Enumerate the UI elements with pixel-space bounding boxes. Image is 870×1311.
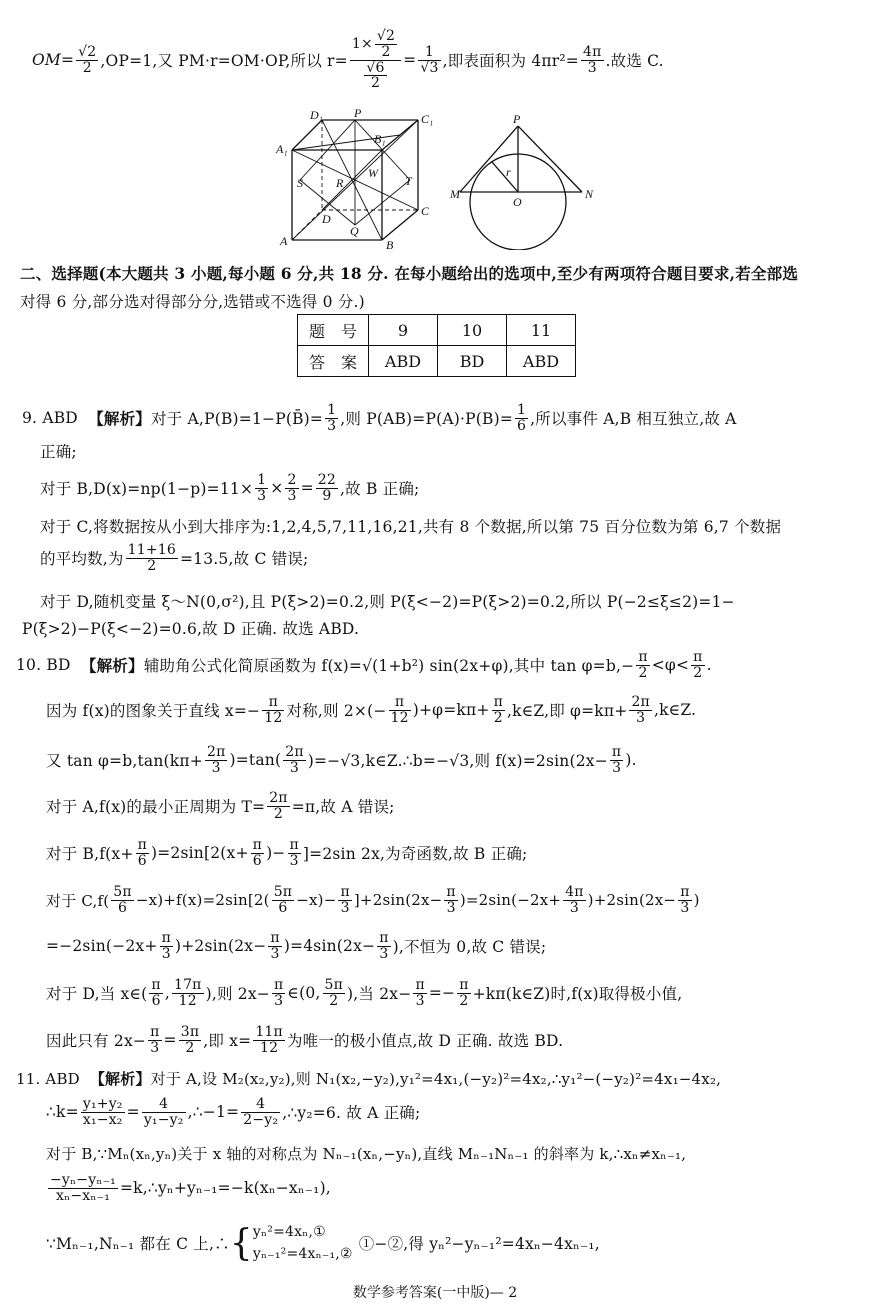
frac-r: 1× $\frac{√2}{2}$ $\frac{√6}{2}$ xyxy=(350,29,401,91)
frac-area: $\frac{4\pi}{3}$ xyxy=(582,43,602,76)
text-op: ,OP=1,又 PM·r=OM·OP,所以 r= xyxy=(100,52,348,70)
cube-label: A₁ xyxy=(276,142,288,156)
table-cell: BD xyxy=(438,346,507,377)
text-om: OM= xyxy=(32,51,75,69)
answer-table xyxy=(297,314,576,377)
q10-line7: =−2sin(−2x+ $\frac{\pi}{3}$ )+2sin(2x− $\frac{\pi}{3}$ )=4sin(2x− $\frac{\pi}{3}$ ),不恒为 0,故 C 错误; xyxy=(46,929,547,962)
circle-figure xyxy=(450,110,610,250)
frac-sqrt2-2: $\frac{√2}{2}$ xyxy=(78,43,97,76)
section2-line1: 二、选择题(本大题共 3 小题,每小题 6 分,共 18 分. 在每小题给出的选项中,至少有两项符合题目要求,若全部选 xyxy=(20,264,799,283)
q9-line5: 的平均数,为 $\frac{11+16}{2}$ =13.5,故 C 错误; xyxy=(40,541,309,574)
answer-table-row xyxy=(298,346,576,377)
text-area: ,即表面积为 4πr²= xyxy=(442,52,579,70)
cube-label: B₁ xyxy=(374,132,386,146)
cube-label: S xyxy=(297,176,303,190)
top-line xyxy=(32,20,664,100)
q11-line4: $\frac{\text{−yₙ−yₙ₋₁}}{\text{xₙ−xₙ₋₁}}$ =k,∴yₙ+yₙ₋₁=−k(xₙ−xₙ₋₁), xyxy=(50,1171,331,1204)
q11-line1: 11. ABD 【解析】对于 A,设 M₂(x₂,y₂),则 N₁(x₂,−y₂),y₁²=4x₁,(−y₂)²=4x₂,∴y₁²−(−y₂)²=4x₁−4x₂, xyxy=(16,1070,722,1088)
cube-label: C xyxy=(421,204,430,218)
table-cell: 9 xyxy=(369,315,438,346)
table-cell: 11 xyxy=(507,315,576,346)
table-cell: 10 xyxy=(438,315,507,346)
q9-line2: 正确; xyxy=(40,443,77,461)
page-footer: 数学参考答案(一中版)— 2 xyxy=(352,1285,518,1301)
cube-label: Q xyxy=(350,224,359,238)
circle-label: O xyxy=(513,195,522,209)
q10-line5: 对于 B,f(x+ $\frac{\pi}{6}$ )=2sin[2(x+ $\frac{\pi}{6}$ )− $\frac{\pi}{3}$ ]=2sin 2x,为奇函数,故 B 正确; xyxy=(46,836,528,869)
cube-label: R xyxy=(336,176,344,190)
q11-line5: ∵Mₙ₋₁,Nₙ₋₁ 都在 C 上,∴ { yₙ²=4xₙ,① yₙ₋₁²=4xₙ₋₁,② ①−②,得 yₙ²−yₙ₋₁²=4xₙ−4xₙ₋₁, xyxy=(46,1222,600,1264)
answer-table-header xyxy=(298,315,576,346)
q9-line3: 对于 B,D(x)=np(1−p)=11× $\frac{1}{3}$ × $\frac{2}{3}$ = $\frac{22}{9}$ ,故 B 正确; xyxy=(40,471,420,504)
q9-line4: 对于 C,将数据按从小到大排序为:1,2,4,5,7,11,16,21,共有 8 个数据,所以第 75 百分位数为第 6,7 个数据 xyxy=(40,518,782,536)
q11-line3: 对于 B,∵Mₙ(xₙ,yₙ)关于 x 轴的对称点为 Nₙ₋₁(xₙ,−yₙ),直线 Mₙ₋₁Nₙ₋₁ 的斜率为 k,∴xₙ≠xₙ₋₁, xyxy=(46,1145,687,1163)
circle-label: P xyxy=(513,112,521,126)
q9-line6: 对于 D,随机变量 ξ～N(0,σ²),且 P(ξ>2)=0.2,则 P(ξ<−2)=P(ξ>2)=0.2,所以 P(−2≤ξ≤2)=1− xyxy=(40,593,735,611)
table-cell: 答 案 xyxy=(298,346,369,377)
brace-icon: { xyxy=(229,1222,253,1264)
table-cell: ABD xyxy=(369,346,438,377)
q10-line3: 又 tan φ=b,tan(kπ+ $\frac{2\pi}{3}$ )=tan( $\frac{2\pi}{3}$ )=−√3,k∈Z.∴b=−√3,则 f(x)=2sin(2x− $\frac{\pi}{3}$ ). xyxy=(46,743,637,776)
circle-label: N xyxy=(585,187,594,201)
circle-label: M xyxy=(450,187,460,201)
text-choose: .故选 C. xyxy=(605,52,664,70)
cube-label: D xyxy=(322,212,331,226)
q10-line8: 对于 D,当 x∈( $\frac{\pi}{6}$ , $\frac{17\pi}{12}$ ),则 2x− $\frac{\pi}{3}$ ∈(0, $\frac{5\pi}{2}$ ),当 2x− $\frac{\pi}{3}$ =− $\frac{\pi}{2}$ +kπ(k∈Z)时,f(x)取得极小值, xyxy=(46,976,683,1009)
q10-line6: 对于 C,f( $\frac{5\pi}{6}$ −x)+f(x)=2sin[2( $\frac{5\pi}{6}$ −x)− $\frac{\pi}{3}$ ]+2sin(2x− $\frac{\pi}{3}$ )=2sin(−2x+ $\frac{4\pi}{3}$ )+2sin(2x− $\frac{\pi}{3}$ ) xyxy=(46,883,700,916)
frac-1-sqrt3: $\frac{1}{√3}$ xyxy=(420,43,439,76)
q9-line1: 9. ABD 【解析】 对于 A,P(B)=1−P(B̄)= $\frac{1}{3}$ ,则 P(AB)=P(A)·P(B)= $\frac{1}{6}$ ,所以事件 A,B 相互独立,故 A xyxy=(22,401,737,434)
cube-figure xyxy=(270,105,440,255)
cube-label: B xyxy=(386,238,394,252)
q10-line4: 对于 A,f(x)的最小正周期为 T= $\frac{2\pi}{2}$ =π,故 A 错误; xyxy=(46,789,395,822)
cube-label: D₁ xyxy=(310,108,323,122)
q10-line1: 10. BD 【解析】 辅助角公式化简原函数为 f(x)=√(1+b²) sin(2x+φ),其中 tan φ=b,− $\frac{\pi}{2}$ <φ< $\frac{\pi}{2}$ . xyxy=(16,648,712,681)
q10-line9: 因此只有 2x− $\frac{\pi}{3}$ = $\frac{3\pi}{2}$ ,即 x= $\frac{11\pi}{12}$ 为唯一的极小值点,故 D 正确. 故选 BD. xyxy=(46,1023,564,1056)
cube-label: C₁ xyxy=(421,112,434,126)
table-cell: ABD xyxy=(507,346,576,377)
cube-label: W xyxy=(368,166,378,180)
cube-label: A xyxy=(280,234,288,248)
q11-line2: ∴k= $\frac{\text{y₁+y₂}}{\text{x₁−x₂}}$ = $\frac{4}{\text{y₁−y₂}}$ ,∴−1= $\frac{4}{\text{2−y₂}}$ ,∴y₂=6. 故 A 正确; xyxy=(46,1095,421,1128)
text-eq: = xyxy=(403,51,417,69)
table-cell: 题 号 xyxy=(298,315,369,346)
cube-label: P xyxy=(354,106,362,120)
q9-line7: P(ξ>2)−P(ξ<−2)=0.6,故 D 正确. 故选 ABD. xyxy=(22,620,360,638)
section2-line2: 对得 6 分,部分选对得部分分,选错或不选得 0 分.) xyxy=(20,293,365,311)
q10-line2: 因为 f(x)的图象关于直线 x=− $\frac{\pi}{12}$ 对称,则 2×(− $\frac{\pi}{12}$ )+φ=kπ+ $\frac{\pi}{2}$ ,k∈Z,即 φ=kπ+ $\frac{2\pi}{3}$ ,k∈Z. xyxy=(46,693,697,726)
cube-label: T xyxy=(405,174,412,188)
circle-label: r xyxy=(506,165,511,179)
